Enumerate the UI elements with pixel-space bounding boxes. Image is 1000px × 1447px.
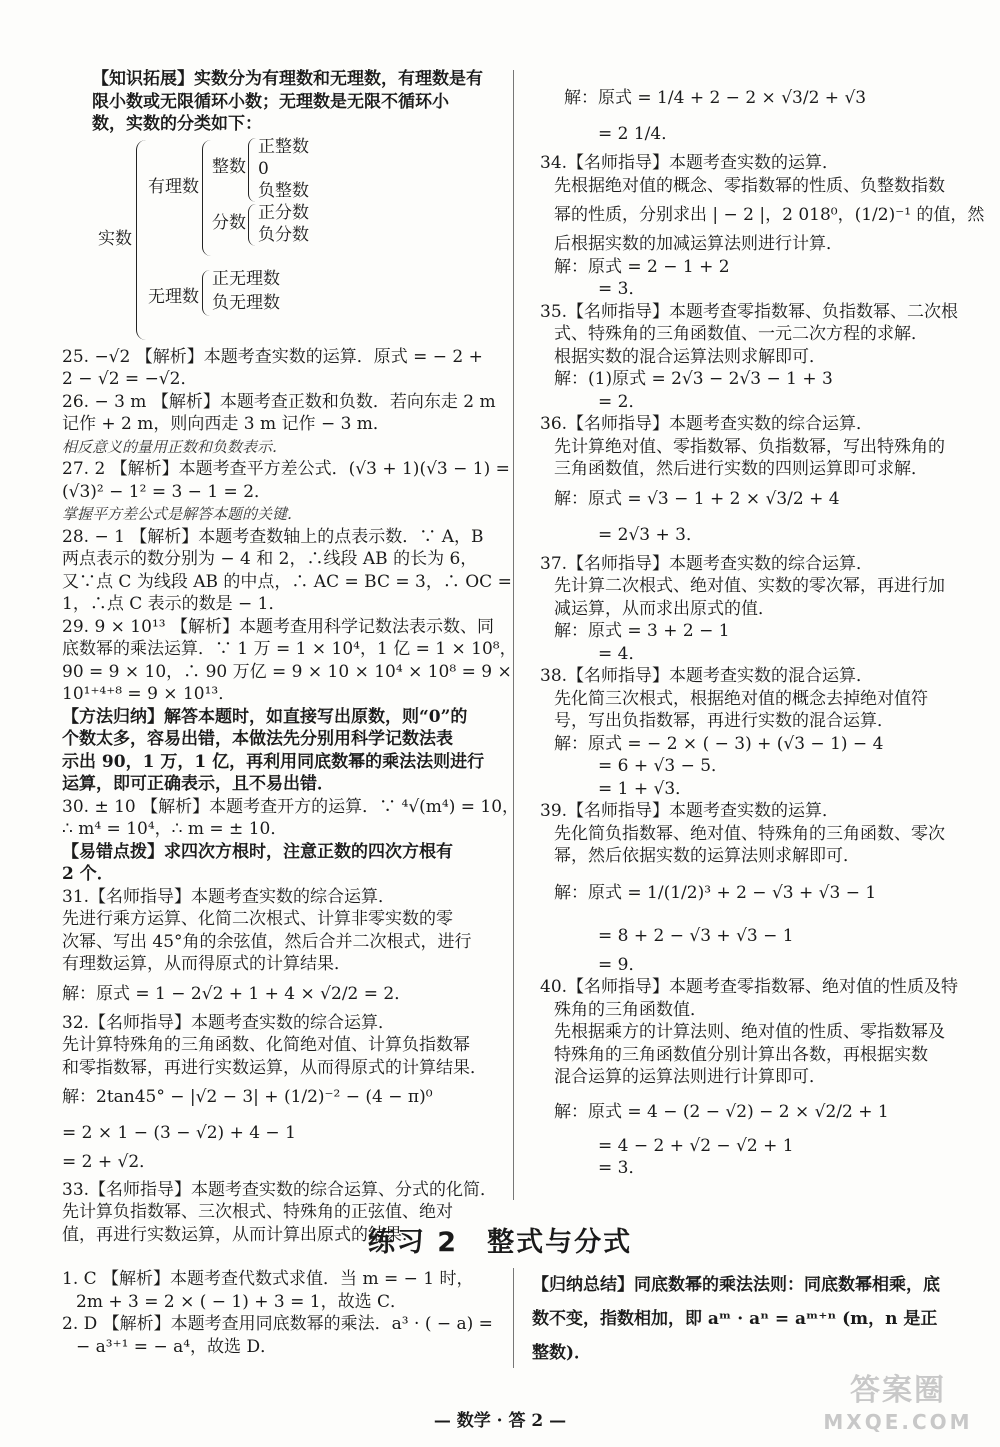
- answer-35-solution: 解：(1)原式 = 2√3 − 2√3 − 1 + 3: [554, 369, 833, 389]
- handwritten-note: 掌握平方差公式是解答本题的关键．: [62, 505, 303, 523]
- tree-negative-integer: 负整数: [258, 180, 309, 201]
- answer-40-solution: = 4 − 2 + √2 − √2 + 1: [598, 1135, 794, 1156]
- answer-28-line: 28. − 1 【解析】本题考查数轴上的点表示数．∵ A，B: [62, 526, 484, 547]
- column-divider: [513, 70, 514, 1200]
- tree-root: 实数: [98, 228, 132, 249]
- answer-40-line: 殊角的三角函数值．: [554, 999, 707, 1020]
- answer-34-solution: 解：原式 = 2 − 1 + 2: [554, 256, 730, 277]
- knowledge-expand-line: 数，实数的分类如下：: [92, 114, 262, 134]
- answer-35-line: 式、特殊角的三角函数值、一元二次方程的求解．: [554, 324, 928, 344]
- answer-37-solution: 解：原式 = 3 + 2 − 1: [554, 621, 730, 641]
- answer-36-line: 先计算绝对值、零指数幂、负指数幂，写出特殊角的: [554, 436, 945, 457]
- answer-38-line: 先化简三次根式，根据绝对值的概念去掉绝对值符: [554, 688, 928, 709]
- answer-32-solution: = 2 + √2．: [62, 1152, 157, 1172]
- answer-26-line: 记作 + 2 m，则向西走 3 m 记作 − 3 m．: [62, 414, 390, 434]
- answer-37-line: 先计算二次根式、绝对值、实数的零次幂，再进行加: [554, 576, 945, 596]
- method-summary-line: 个数太多，容易出错，本做法先分别用科学记数法表: [62, 729, 453, 749]
- error-tip-line: 【易错点拨】求四次方根时，注意正数的四次方根有: [62, 841, 453, 862]
- knowledge-expand-line: 【知识拓展】实数分为有理数和无理数，有理数是有: [92, 69, 483, 89]
- answer-30-line: ∴ m⁴ = 10⁴，∴ m = ± 10．: [62, 819, 288, 839]
- answer-29-line: 底数幂的乘法运算．∵ 1 万 = 1 × 10⁴，1 亿 = 1 × 10⁸，: [62, 639, 517, 659]
- exercise2-answer-1-line: 2m + 3 = 2 × ( − 1) + 3 = 1，故选 C．: [76, 1291, 408, 1312]
- method-summary-line: 【方法归纳】解答本题时，如直接写出原数，则“0”的: [62, 706, 468, 727]
- answer-39-solution: = 8 + 2 − √3 + √3 − 1: [598, 925, 794, 946]
- brace-rational: [202, 140, 211, 256]
- brace-integer: [248, 138, 256, 202]
- answer-32-solution: 解：2tan45° − |√2 − 3| + (1/2)⁻² − (4 − π)⁰: [62, 1087, 433, 1107]
- answer-27-line: 27. 2 【解析】本题考查平方差公式．(√3 + 1)(√3 − 1) =: [62, 459, 510, 479]
- left-column: [62, 68, 520, 1246]
- tree-integer: 整数: [212, 156, 246, 177]
- method-summary-line: 运算，即可正确表示，且不易出错．: [62, 774, 334, 794]
- answer-32-solution: = 2 × 1 − (3 − √2) + 4 − 1: [62, 1123, 296, 1143]
- tree-negative-irrational: 负无理数: [212, 292, 280, 313]
- answer-40-solution: 解：原式 = 4 − (2 − √2) − 2 × √2/2 + 1: [554, 1101, 889, 1122]
- answer-36-solution: = 2√3 + 3．: [598, 524, 703, 545]
- brace-root: [136, 140, 147, 340]
- answer-28-line: 两点表示的数分别为 − 4 和 2，∴线段 AB 的长为 6，: [62, 549, 478, 569]
- tree-negative-fraction: 负分数: [258, 224, 309, 245]
- answer-31-line: 先进行乘方运算、化简二次根式、计算非零实数的零: [62, 909, 453, 929]
- method-summary-line: 示出 90，1 万，1 亿，再利用同底数幂的乘法法则进行: [62, 751, 485, 772]
- answer-33-solution: = 2 1/4．: [598, 124, 679, 144]
- answer-29-line: 29. 9 × 10¹³ 【解析】本题考查用科学记数法表示数、同: [62, 616, 494, 637]
- exercise2-answer-1-line: 1. C 【解析】本题考查代数式求值．当 m = − 1 时，: [62, 1269, 474, 1289]
- answer-39-solution: 解：原式 = 1/(1/2)³ + 2 − √3 + √3 − 1: [554, 882, 877, 903]
- answer-40-solution: = 3．: [598, 1158, 646, 1178]
- answer-29-line: 10¹⁺⁴⁺⁸ = 9 × 10¹³．: [62, 684, 236, 704]
- answer-31-line: 次幂、写出 45°角的余弦值，然后合并二次根式，进行: [62, 931, 472, 952]
- real-number-classification-tree: [92, 136, 496, 346]
- answer-40-line: 特殊角的三角函数值分别计算出各数，再根据实数: [554, 1044, 928, 1065]
- answer-40-line: 先根据乘方的计算法则、绝对值的性质、零指数幂及: [554, 1022, 945, 1042]
- answer-36-line: 36.【名师指导】本题考查实数的综合运算．: [540, 414, 874, 434]
- column-divider-bottom: [513, 1268, 514, 1368]
- answer-37-line: 37.【名师指导】本题考查实数的综合运算．: [540, 553, 874, 574]
- brace-fraction: [248, 204, 256, 246]
- answer-38-line: 号，写出负指数幂，再进行实数的混合运算．: [554, 711, 894, 731]
- error-tip-line: 2 个．: [62, 864, 114, 884]
- answer-33-line: 值，再进行实数运算，从而计算出原式的结果．: [62, 1224, 419, 1245]
- answer-31-solution: 解：原式 = 1 − 2√2 + 1 + 4 × √2/2 = 2．: [62, 983, 412, 1004]
- bottom-right-column: [532, 1275, 962, 1370]
- tree-positive-integer: 正整数: [258, 136, 309, 157]
- answer-26-line: 26. − 3 m 【解析】本题考查正数和负数．若向东走 2 m: [62, 391, 496, 412]
- answer-33-solution: 解：原式 = 1/4 + 2 − 2 × √3/2 + √3: [564, 88, 867, 108]
- answer-38-solution: = 6 + √3 − 5．: [598, 756, 729, 776]
- answer-33-line: 先计算负指数幂、三次根式、特殊角的正弦值、绝对: [62, 1202, 453, 1222]
- tree-rational: 有理数: [148, 176, 199, 197]
- answer-31-line: 有理数运算，从而得原式的计算结果．: [62, 954, 351, 974]
- answer-35-line: 根据实数的混合运算法则求解即可．: [554, 346, 826, 367]
- section-title: 练习 2 整式与分式: [367, 1227, 633, 1258]
- answer-32-line: 先计算特殊角的三角函数、化简绝对值、计算负指数幂: [62, 1035, 470, 1055]
- answer-34-line: 先根据绝对值的概念、零指数幂的性质、负整数指数: [554, 175, 945, 196]
- answer-36-solution: 解：原式 = √3 − 1 + 2 × √3/2 + 4: [554, 488, 840, 509]
- answer-25-line: 2 − √2 = −√2．: [62, 369, 198, 389]
- answer-33-line: 33.【名师指导】本题考查实数的综合运算、分式的化简．: [62, 1179, 498, 1200]
- tree-fraction: 分数: [212, 212, 246, 233]
- handwritten-note: 相反意义的量用正数和负数表示．: [62, 437, 288, 456]
- answer-34-line: 幂的性质，分别求出 | − 2 |，2 018⁰，(1/2)⁻¹ 的值，然: [554, 205, 985, 225]
- induction-summary-line: 整数)．: [532, 1343, 592, 1363]
- answer-34-line: 后根据实数的加减运算法则进行计算．: [554, 234, 843, 254]
- induction-summary-line: 数不变，指数相加，即 aᵐ · aⁿ = aᵐ⁺ⁿ (m，n 是正: [532, 1309, 938, 1329]
- exercise2-answer-2-line: − a³⁺¹ = − a⁴，故选 D．: [76, 1336, 278, 1357]
- tree-zero: 0: [258, 158, 269, 179]
- answer-38-solution: 解：原式 = − 2 × ( − 3) + (√3 − 1) − 4: [554, 733, 884, 754]
- page-footer: — 数学 · 答 2 —: [433, 1411, 567, 1431]
- answer-25-line: 25. −√2 【解析】本题考查实数的运算．原式 = − 2 +: [62, 346, 483, 367]
- answer-32-line: 32.【名师指导】本题考查实数的综合运算．: [62, 1012, 396, 1033]
- answer-36-line: 三角函数值，然后进行实数的四则运算即可求解．: [554, 459, 928, 479]
- watermark-domain: MXQE.COM: [823, 1410, 973, 1434]
- answer-38-line: 38.【名师指导】本题考查实数的混合运算．: [540, 666, 874, 686]
- answer-37-solution: = 4．: [598, 643, 646, 664]
- answer-32-line: 和零指数幂，再进行实数运算，从而得原式的计算结果．: [62, 1057, 487, 1078]
- answer-34-line: 34.【名师指导】本题考查实数的运算．: [540, 153, 840, 173]
- answer-38-solution: = 1 + √3．: [598, 778, 693, 799]
- watermark-logo: [808, 1372, 988, 1440]
- answer-39-line: 先化简负指数幂、绝对值、特殊角的三角函数、零次: [554, 823, 945, 844]
- exercise2-answer-2-line: 2. D 【解析】本题考查用同底数幂的乘法．a³ · ( − a) =: [62, 1314, 493, 1334]
- answer-35-line: 35.【名师指导】本题考查零指数幂、负指数幂、二次根: [540, 301, 959, 322]
- answer-28-line: 1，∴点 C 表示的数是 − 1．: [62, 594, 286, 614]
- answer-27-line: (√3)² − 1² = 3 − 1 = 2．: [62, 481, 272, 502]
- answer-39-solution: = 9．: [598, 954, 646, 975]
- right-column: [540, 80, 985, 1180]
- induction-summary-line: 【归纳总结】同底数幂的乘法法则：同底数幂相乘，底: [532, 1275, 940, 1295]
- answer-29-line: 90 = 9 × 10，∴ 90 万亿 = 9 × 10 × 10⁴ × 10⁸ = 9 ×: [62, 661, 512, 682]
- answer-39-line: 幂，然后依据实数的运算法则求解即可．: [554, 846, 860, 866]
- answer-40-line: 混合运算的运算法则进行计算即可．: [554, 1067, 826, 1087]
- watermark-text: 答案圈: [850, 1373, 946, 1408]
- answer-30-line: 30. ± 10 【解析】本题考查开方的运算．∵ ⁴√(m⁴) = 10，: [62, 796, 520, 817]
- tree-positive-fraction: 正分数: [258, 202, 309, 223]
- answer-35-solution: = 2．: [598, 391, 646, 412]
- answer-31-line: 31.【名师指导】本题考查实数的综合运算．: [62, 886, 396, 907]
- bottom-left-column: [62, 1268, 502, 1358]
- answer-34-solution: = 3．: [598, 279, 646, 299]
- answer-37-line: 减运算，从而求出原式的值．: [554, 598, 775, 619]
- answer-40-line: 40.【名师指导】本题考查零指数幂、绝对值的性质及特: [540, 977, 959, 997]
- tree-positive-irrational: 正无理数: [212, 268, 280, 289]
- answer-39-line: 39.【名师指导】本题考查实数的运算．: [540, 801, 840, 821]
- brace-irrational: [202, 270, 210, 316]
- tree-irrational: 无理数: [148, 286, 199, 307]
- knowledge-expand-line: 限小数或无限循环小数；无理数是无限不循环小: [92, 91, 449, 112]
- answer-28-line: 又∵点 C 为线段 AB 的中点，∴ AC = BC = 3，∴ OC =: [62, 571, 512, 592]
